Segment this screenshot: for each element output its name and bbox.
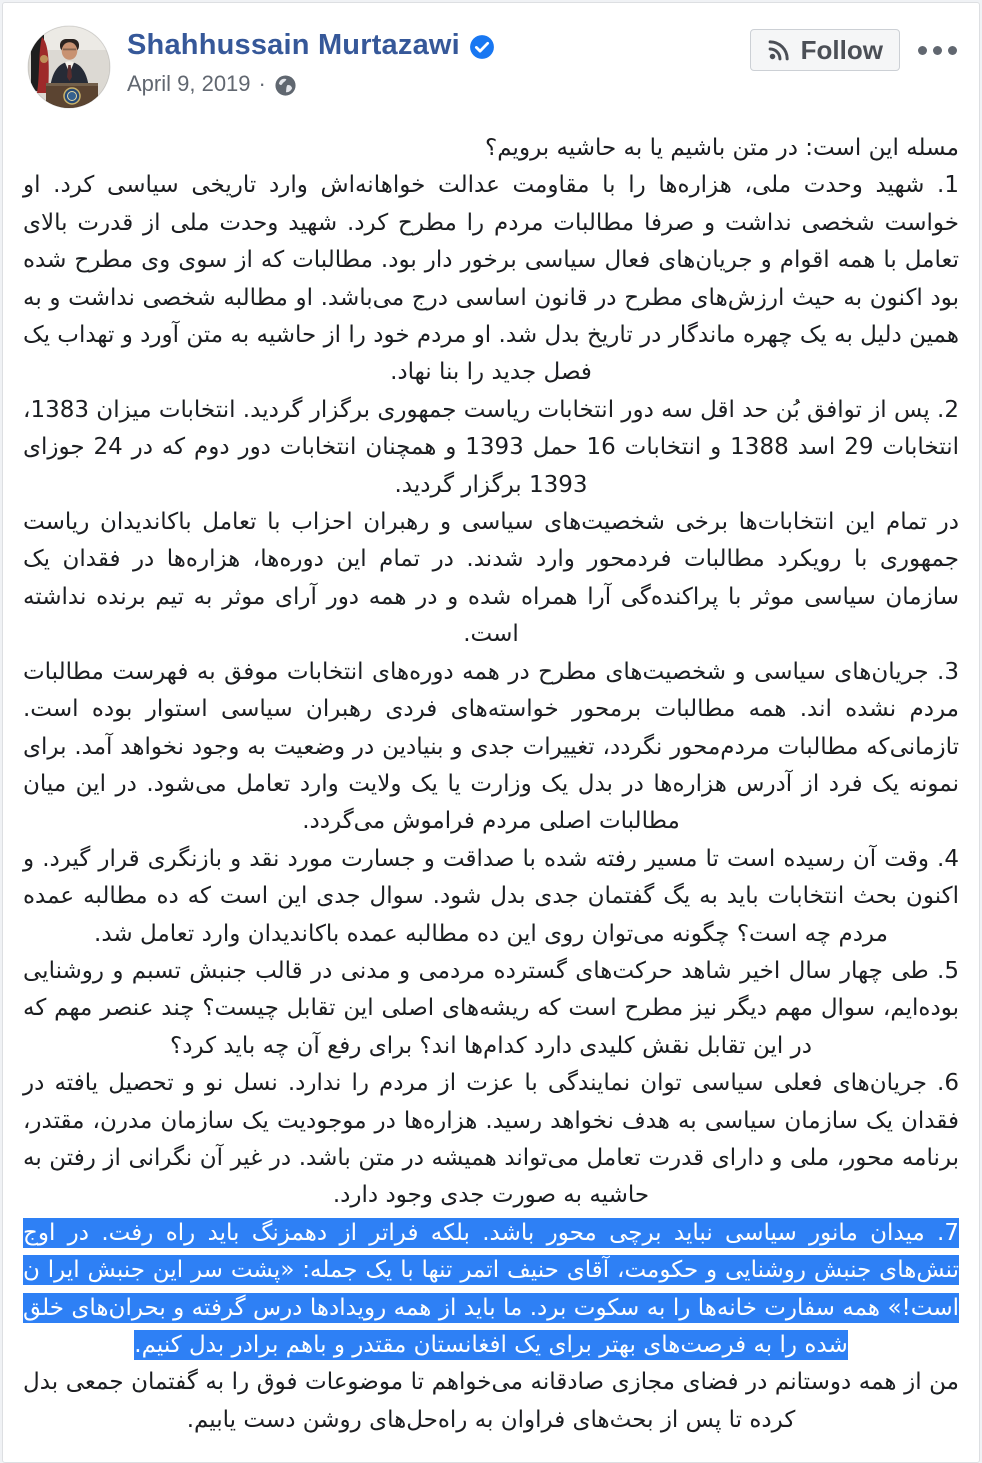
post-header-meta [127, 25, 495, 97]
post-paragraph: 3. جریان‌های سیاسی و شخصیت‌های مطرح در همه دوره‌های انتخابات موفق به فهرست مطالبات مردم نشده اند. همه مطالبات برمحور خواسته‌های فردی رهبران سیاسی استوار بوده است. تازمانی‌که مطالبات مردم‌محور نگردد، تغییرات جدی و بنیادین در وضعیت به وجود نخواهد آمد. برای نمونه یک فرد از آدرس هزاره‌ها در بدل یک وزارت یا یک ولایت وارد تعامل می‌شود. در این میان مطالبات اصلی مردم فراموش می‌گردد. [23, 658, 959, 835]
dot [948, 46, 957, 55]
more-options-button[interactable] [916, 38, 959, 63]
rss-follow-icon [767, 38, 791, 62]
globe-privacy-icon [274, 74, 297, 97]
post-paragraph: 5. طی چهار سال اخیر شاهد حرکت‌های گسترده مردمی و مدنی در قالب جنبش تسبم و روشنایی بوده‌ایم، سوال مهم دیگر نیز مطرح است که ریشه‌های اصلی این تقابل چیست؟ چند عنصر مهم که در این تقابل نقش کلیدی دارد کدام‌ها اند؟ برای رفع آن چه باید کرد؟ [23, 957, 959, 1059]
follow-button[interactable] [750, 29, 900, 71]
post-paragraph: در تمام این انتخابات‌ها برخی شخصیت‌های سیاسی و رهبران احزاب با تعامل باکاندیدان ریاست جمهوری با رویکرد مطالبات فردمحور وارد شدند. در تمام این دوره‌ها، هزاره‌ها در فقدان یک سازمان سیاسی موثر با پراکنده‌گی آرا همراه شده و در همه دور آرای موثر به تیم برنده نداشته است. [23, 509, 959, 648]
post-timestamp[interactable]: April 9, 2019 [127, 71, 251, 96]
post-paragraph: 2. پس از توافق بُن حد اقل سه دور انتخابات ریاست جمهوری برگزار گردید. انتخابات میزان 1383، انتخابات 29 اسد 1388 و انتخابات 16 حمل 1393 و همچنان انتخابات دور دوم که در 24 جوزای 1393 برگزار گردید. [23, 396, 960, 498]
facebook-post-card [2, 2, 980, 1463]
post-paragraph: 4. وقت آن رسیده است تا مسیر رفته شده با صداقت و جسارت مورد نقد و بازنگری قرار گیرد. و اکنون بحث انتخابات باید به یگ گفتمان جدی بدل شود. سوال جدی این است که ده مطالبه عمده مردم چه است؟ چگونه می‌توان روی این ده مطالبه عمده باکاندیدان وارد تعامل شد. [23, 845, 959, 947]
post-paragraph: 1. شهید وحدت ملی، هزاره‌ها را با مقاومت عدالت خواهانه‌اش وارد تاریخی سیاسی کرد. او خواست شخصی نداشت و صرفا مطالبات مردم را مطرح کرد. شهید وحدت ملی از قدرت بالای تعامل با همه اقوام و جریان‌های فعال سیاسی برخور دار بود. مطالبات که از سوی وی مطرح شده بود اکنون به حیث ارزش‌های مطرح در قانون اساسی درج می‌باشد. او مطالبه شخصی نداشت و به همین دلیل به یک چهره ماندگار در تاریخ بدل شد. او مردم خود را از حاشیه به متن آورد و تهداب یک فصل جدید را بنا نهاد. [23, 172, 959, 386]
date-separator: · [258, 71, 266, 96]
post-paragraph: من از همه دوستانم در فضای مجازی صادقانه می‌خواهم تا موضوعات فوق را به گفتمان جمعی بدل کرده تا پس از بحث‌های فراوان به راه‌حل‌های روشن دست یابیم. [23, 1369, 959, 1433]
post-paragraph: 6. جریان‌های فعلی سیاسی توان نمایندگی با عزت از مردم را ندارد. نسل نو و تحصیل یافته در فقدان یک سازمان سیاسی به هدف نخواهد رسید. هزاره‌ها در موجودیت یک سازمان مدرن، مقتدر، برنامه محور، ملی و دارای قدرت تعامل می‌تواند همیشه در متن باشد. در غیر آن نگرانی از رفتن به حاشیه به صورت جدی وجود دارد. [23, 1070, 959, 1209]
dot [933, 46, 942, 55]
post-paragraph-highlighted [23, 1215, 959, 1365]
highlighted-text: 7. میدان مانور سیاسی نباید برچی محور باشد. بلکه فراتر از دهمزنگ باید راه رفت. در اوج تنش‌های جنبش روشنایی و حکومت، آقای حنیف اتمر تنها با یک جمله: «پشت سر این جنبش ایرا ن است!» همه سفارت خانه‌ها را به سکوت برد. ما باید از همه رویدادها درس گرفته و بحران‌های خلق شده را به فرصت‌های بهتر برای یک افغانستان مقتدر و باهم برادر بدل کنیم. [23, 1219, 959, 1358]
verified-badge-icon [469, 34, 495, 60]
dot [918, 46, 927, 55]
profile-name-link[interactable]: Shahhussain Murtazawi [127, 29, 460, 61]
post-header-actions [750, 29, 959, 71]
avatar-photo [27, 25, 111, 109]
post-header [3, 3, 979, 109]
avatar[interactable] [27, 25, 111, 109]
follow-button-label: Follow [800, 34, 883, 65]
post-paragraph: مسله این است: در متن باشیم یا به حاشیه برویم؟ [485, 135, 959, 161]
post-text [3, 109, 979, 1463]
